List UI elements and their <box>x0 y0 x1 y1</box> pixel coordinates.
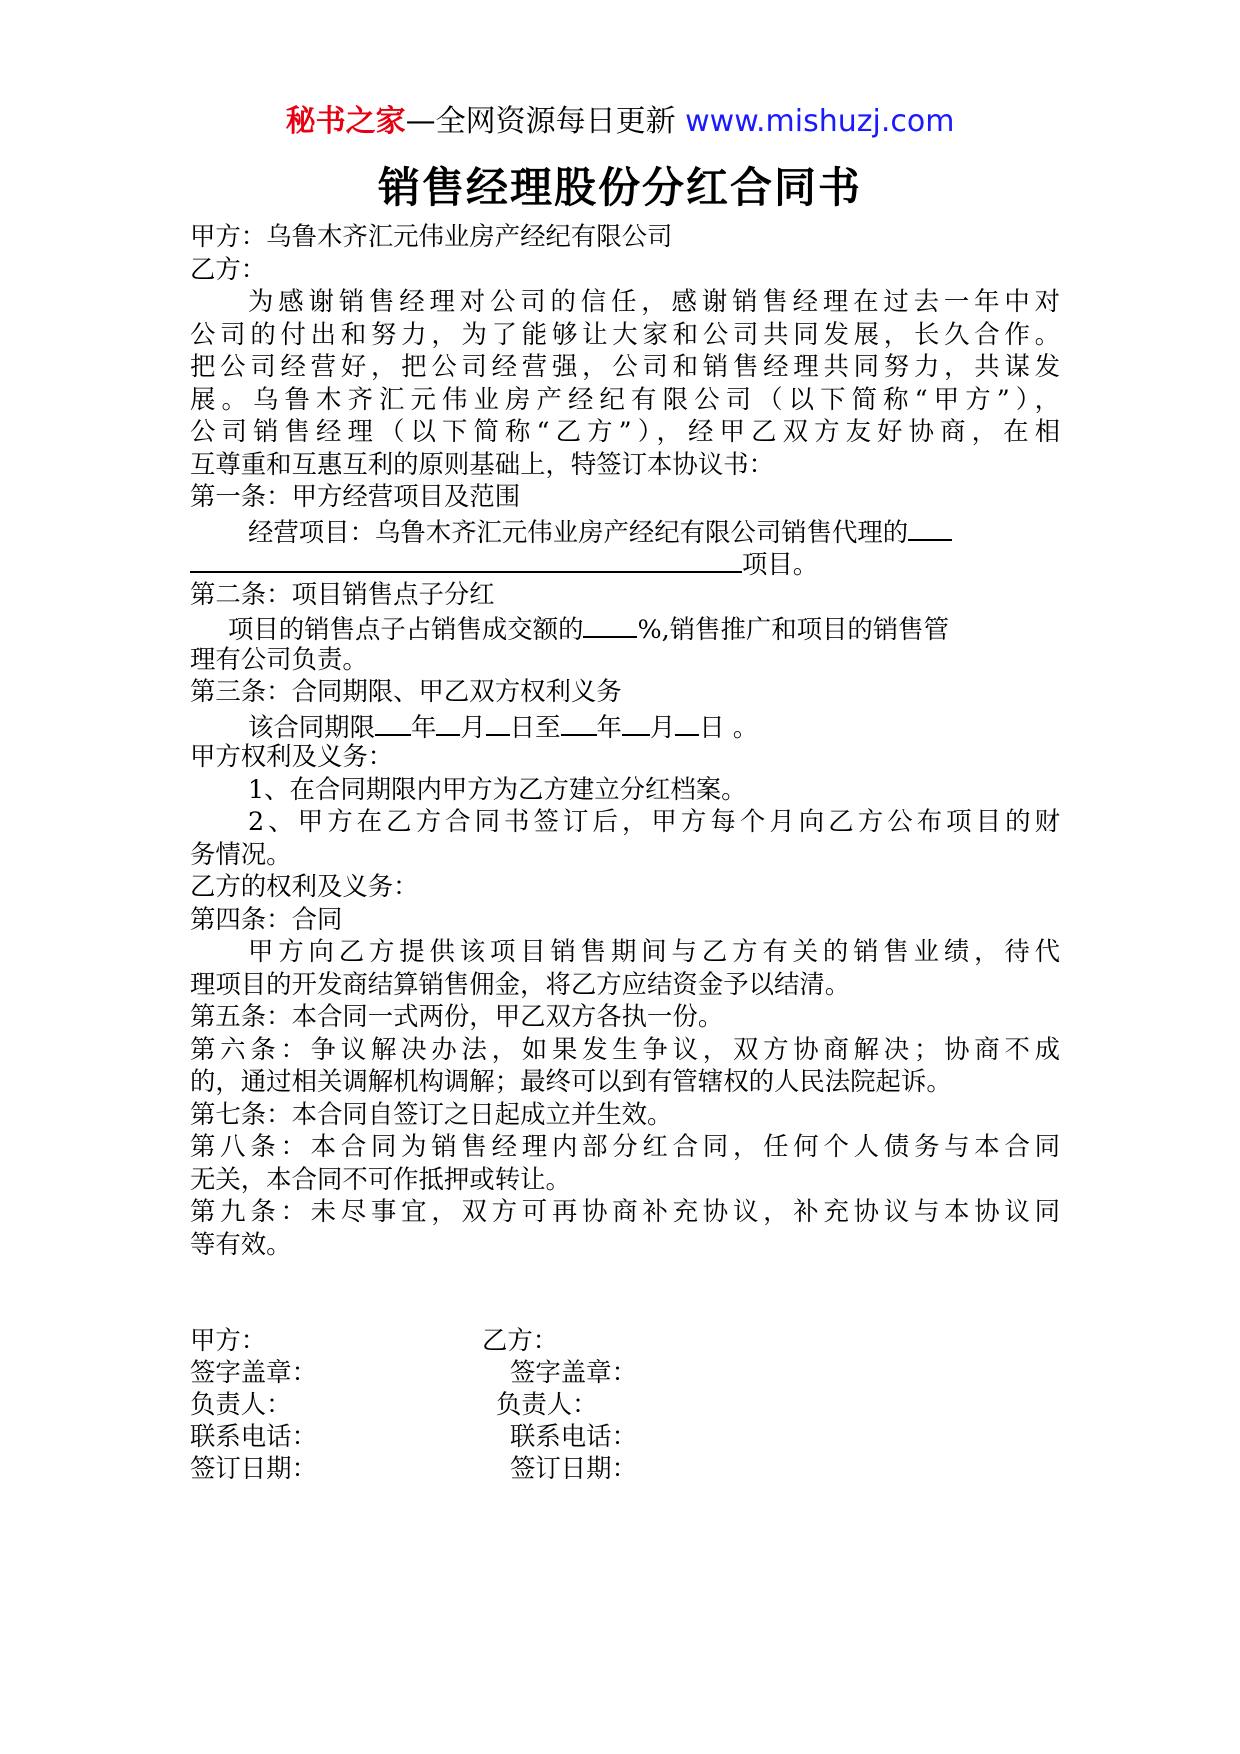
party-a-item-2: 2、甲方在乙方合同书签订后，甲方每个月向乙方公布项目的财 <box>248 806 1060 836</box>
brand-name: 秘书之家 <box>285 104 406 139</box>
article-2-text-cont: 理有公司负责。 <box>190 643 368 674</box>
article-6-cont: 的，通过相关调解机构调解；最终可以到有管辖权的人民法院起诉。 <box>190 1066 952 1096</box>
article-2-share-label: 项目的销售点子占销售成交额的 <box>228 614 584 644</box>
sig-party-a-date: 签订日期： <box>190 1453 317 1483</box>
share-percent-blank <box>583 610 637 638</box>
party-b-rights-heading: 乙方的权利及义务： <box>190 871 419 901</box>
party-a-item-1: 1、在合同期限内甲方为乙方建立分红档案。 <box>248 773 747 804</box>
sig-party-b-seal: 签字盖章： <box>510 1357 637 1387</box>
article-9-cont: 等有效。 <box>190 1228 292 1259</box>
article-1-project-label: 经营项目：乌鲁木齐汇元伟业房产经纪有限公司销售代理的 <box>248 516 909 547</box>
day-label: 日 。 <box>699 711 759 742</box>
article-8: 第八条：本合同为销售经理内部分红合同，任何个人债务与本合同 <box>190 1131 1060 1161</box>
article-4-heading: 第四条：合同 <box>190 903 343 934</box>
article-2-text <box>190 610 1060 643</box>
party-a-rights-heading: 甲方权利及义务： <box>190 741 394 771</box>
sig-party-a-phone: 联系电话： <box>190 1421 317 1451</box>
end-year-blank <box>561 708 597 736</box>
intro-line: 公司的付出和努力，为了能够让大家和公司共同发展，长久合作。 <box>190 318 1060 349</box>
intro-line: 互尊重和互惠互利的原则基础上，特签订本协议书： <box>190 448 774 479</box>
article-1-heading: 第一条：甲方经营项目及范围 <box>190 481 521 511</box>
article-4-text-cont: 理项目的开发商结算销售佣金，将乙方应结资金予以结清。 <box>190 968 851 999</box>
sig-party-b-label: 乙方： <box>482 1325 559 1355</box>
start-month-blank <box>436 708 460 736</box>
article-2-share-rest: %,销售推广和项目的销售管 <box>637 614 949 644</box>
sig-party-b-date: 签订日期： <box>510 1453 637 1483</box>
start-year-blank <box>375 708 411 736</box>
article-6: 第六条：争议解决办法，如果发生争议，双方协商解决；协商不成 <box>190 1033 1060 1064</box>
contract-body <box>190 220 1060 1260</box>
article-9: 第九条：未尽事宜，双方可再协商补充协议，补充协议与本协议同 <box>190 1196 1060 1226</box>
site-banner <box>0 102 1240 142</box>
start-day-blank <box>486 708 510 736</box>
sig-party-b-person: 负责人： <box>496 1389 598 1419</box>
article-3-heading: 第三条：合同期限、甲乙双方权利义务 <box>190 676 622 706</box>
intro-line: 展。乌鲁木齐汇元伟业房产经纪有限公司（以下简称“甲方”）， <box>190 383 1060 414</box>
site-url[interactable]: www.mishuzj.com <box>685 104 955 139</box>
sig-party-a-label: 甲方： <box>190 1325 267 1355</box>
contract-period <box>190 708 1060 741</box>
project-name-blank-cont <box>190 545 742 573</box>
sig-party-a-person: 负责人： <box>190 1389 292 1419</box>
end-month-blank <box>622 708 650 736</box>
party-a-item-2-cont: 务情况。 <box>190 838 292 869</box>
sig-party-a-seal: 签字盖章： <box>190 1357 317 1387</box>
party-b-line: 乙方： <box>190 253 267 284</box>
document-title: 销售经理股份分红合同书 <box>377 163 862 212</box>
intro-line: 公司销售经理（以下简称“乙方”），经甲乙双方友好协商，在相 <box>190 416 1060 446</box>
month-label: 月 <box>649 711 676 742</box>
article-8-cont: 无关，本合同不可作抵押或转让。 <box>190 1163 571 1194</box>
article-1-suffix: 项目。 <box>742 549 819 579</box>
article-1-text-cont <box>190 545 1060 578</box>
article-4-text: 甲方向乙方提供该项目销售期间与乙方有关的销售业绩，待代 <box>248 936 1060 966</box>
sig-party-b-phone: 联系电话： <box>510 1421 637 1451</box>
project-name-blank <box>908 513 952 541</box>
day-to-label: 日至 <box>509 711 561 742</box>
article-2-heading: 第二条：项目销售点子分红 <box>190 578 495 609</box>
end-day-blank <box>675 708 699 736</box>
period-label: 该合同期限 <box>248 711 375 742</box>
article-1-text <box>190 513 1060 546</box>
article-5: 第五条：本合同一式两份，甲乙双方各执一份。 <box>190 1001 724 1031</box>
intro-line: 为感谢销售经理对公司的信任，感谢销售经理在过去一年中对 <box>248 286 1060 316</box>
intro-line: 把公司经营好，把公司经营强，公司和销售经理共同努力，共谋发 <box>190 351 1060 381</box>
party-a-line: 甲方：乌鲁木齐汇元伟业房产经纪有限公司 <box>190 221 673 251</box>
brand-slogan: —全网资源每日更新 <box>405 104 676 139</box>
year-label: 年 <box>410 711 437 742</box>
year-label: 年 <box>596 711 622 742</box>
article-7: 第七条：本合同自签订之日起成立并生效。 <box>190 1098 673 1129</box>
month-label: 月 <box>460 711 486 742</box>
